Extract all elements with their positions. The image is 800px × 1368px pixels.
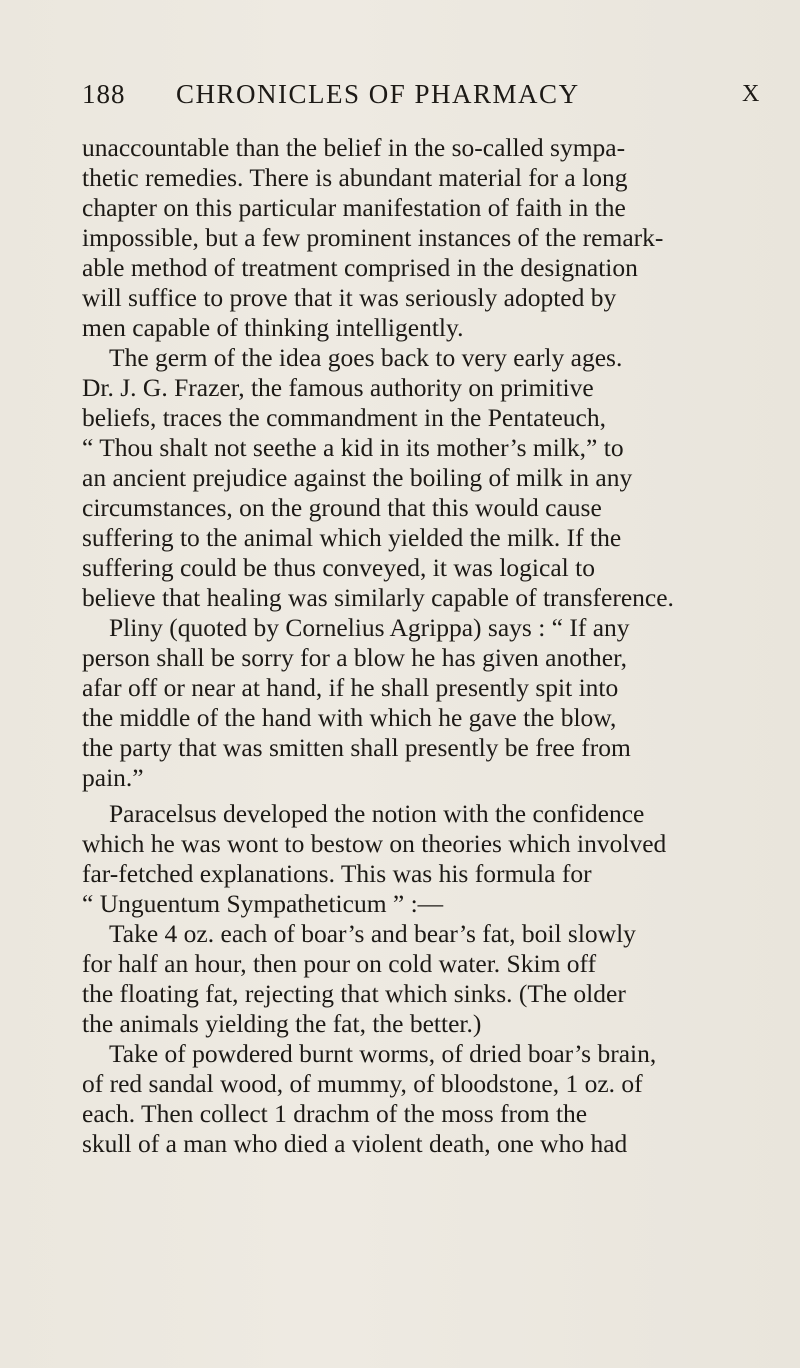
page-number: 188 [82, 79, 126, 109]
text-line: afar off or near at hand, if he shall presently spit into [82, 673, 619, 702]
text-line: thetic remedies. There is abundant material for a long [82, 163, 628, 192]
text-line: suffering to the animal which yielded the milk. If the [82, 523, 622, 552]
text-line: the floating fat, rejecting that which sinks. (The older [82, 979, 626, 1008]
page-header [82, 79, 762, 119]
text-line: Take of powdered burnt worms, of dried boar’s brain, [109, 1039, 657, 1068]
text-line: for half an hour, then pour on cold water. Skim off [82, 949, 597, 978]
text-line: chapter on this particular manifestation of faith in the [82, 193, 626, 222]
text-line: able method of treatment comprised in the designation [82, 253, 638, 282]
text-line: “ Unguentum Sympatheticum ” :— [82, 889, 444, 918]
text-line: suffering could be thus conveyed, it was logical to [82, 553, 595, 582]
text-line: believe that healing was similarly capable of transference. [82, 583, 674, 612]
text-line: beliefs, traces the commandment in the Pentateuch, [82, 403, 606, 432]
text-line: Take 4 oz. each of boar’s and bear’s fat, boil slowly [109, 919, 636, 948]
text-line: which he was wont to bestow on theories which involved [82, 829, 667, 858]
text-line: of red sandal wood, of mummy, of bloodstone, 1 oz. of [82, 1069, 643, 1098]
text-line: the animals yielding the fat, the better.) [82, 1009, 482, 1038]
text-line: unaccountable than the belief in the so-called sympa- [82, 133, 626, 162]
running-title: CHRONICLES OF PHARMACY [176, 79, 580, 109]
text-line: pain.” [82, 763, 144, 792]
text-line: circumstances, on the ground that this would cause [82, 493, 602, 522]
text-line: Paracelsus developed the notion with the confidence [109, 799, 645, 828]
text-line: skull of a man who died a violent death, one who had [82, 1129, 628, 1158]
text-line: “ Thou shalt not seethe a kid in its mother’s milk,” to [82, 433, 624, 462]
text-line: The germ of the idea goes back to very early ages. [109, 343, 623, 372]
chapter-signature: X [742, 81, 761, 107]
text-line: Dr. J. G. Frazer, the famous authority on primitive [82, 373, 594, 402]
text-line: the middle of the hand with which he gave the blow, [82, 703, 617, 732]
text-line: the party that was smitten shall presently be free from [82, 733, 631, 762]
text-line: Pliny (quoted by Cornelius Agrippa) says : “ If any [109, 613, 630, 642]
text-line: an ancient prejudice against the boiling of milk in any [82, 463, 633, 492]
text-line: far-fetched explanations. This was his formula for [82, 859, 592, 888]
text-line: men capable of thinking intelligently. [82, 313, 464, 342]
text-line: person shall be sorry for a blow he has given another, [82, 643, 627, 672]
text-line: each. Then collect 1 drachm of the moss from the [82, 1099, 588, 1128]
text-line: impossible, but a few prominent instances of the remark- [82, 223, 664, 252]
text-line: will suffice to prove that it was seriously adopted by [82, 283, 617, 312]
